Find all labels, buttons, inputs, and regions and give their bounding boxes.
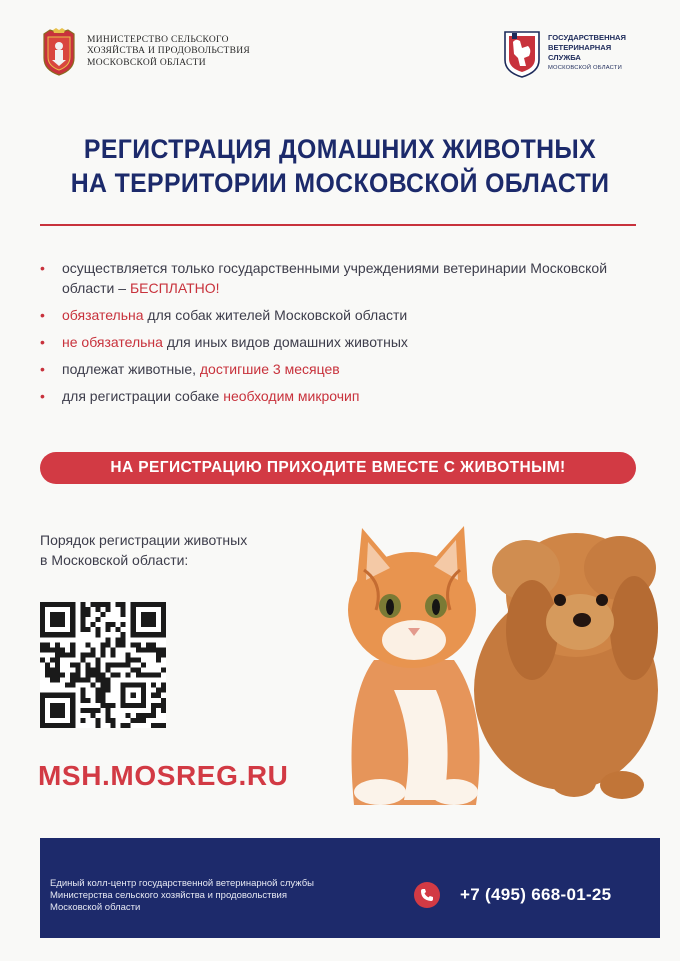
title-divider bbox=[40, 224, 636, 226]
registration-rules-list bbox=[40, 258, 650, 413]
vet-service-name-line: ВЕТЕРИНАРНАЯ bbox=[548, 43, 612, 52]
page-title-line-1: РЕГИСТРАЦИЯ ДОМАШНИХ ЖИВОТНЫХ bbox=[83, 134, 597, 164]
ministry-logo bbox=[40, 28, 267, 76]
kitten-and-puppy-illustration bbox=[304, 500, 664, 805]
list-item-text: для регистрации собаке bbox=[62, 388, 224, 404]
ministry-name-line: МОСКОВСКОЙ ОБЛАСТИ bbox=[87, 57, 206, 68]
vet-service-name-line: ГОСУДАРСТВЕННАЯ bbox=[548, 33, 626, 42]
call-center-line: Единый колл-центр государственной ветеринарной службы bbox=[50, 878, 315, 889]
site-url-link[interactable]: MSH.MOSREG.RU bbox=[38, 760, 289, 791]
page-title bbox=[27, 132, 653, 200]
list-item bbox=[40, 386, 650, 406]
list-item bbox=[40, 332, 650, 352]
puppy-icon bbox=[474, 533, 658, 799]
list-item-highlight: не обязательна bbox=[62, 334, 163, 350]
registration-order-line: Порядок регистрации животных bbox=[40, 532, 248, 548]
call-center-line: Московской области bbox=[50, 902, 141, 913]
ministry-name bbox=[87, 35, 267, 70]
list-item-highlight: достигшие 3 месяцев bbox=[199, 361, 340, 377]
vet-service-emblem-icon bbox=[502, 28, 542, 78]
page-title-line-2: НА ТЕРРИТОРИИ МОСКОВСКОЙ ОБЛАСТИ bbox=[70, 168, 610, 198]
call-center-description bbox=[50, 878, 390, 914]
ministry-name-line: МИНИСТЕРСТВО СЕЛЬСКОГО bbox=[87, 34, 229, 45]
list-item-text: для собак жителей Московской области bbox=[143, 307, 408, 323]
registration-order-line: в Московской области: bbox=[40, 552, 189, 568]
qr-code-icon[interactable] bbox=[40, 602, 166, 728]
call-center-line: Министерства сельского хозяйства и продовольствия bbox=[50, 890, 287, 901]
list-item-text: осуществляется только государственными учреждениями ветеринарии Московской области – bbox=[62, 260, 608, 296]
list-item bbox=[40, 258, 650, 298]
kitten-icon bbox=[348, 526, 480, 805]
vet-service-region: МОСКОВСКОЙ ОБЛАСТИ bbox=[548, 65, 622, 71]
list-item bbox=[40, 359, 650, 379]
vet-service-logo bbox=[502, 28, 632, 78]
ministry-name-line: ХОЗЯЙСТВА И ПРОДОВОЛЬСТВИЯ bbox=[87, 46, 251, 57]
list-item-highlight: обязательна bbox=[62, 307, 144, 323]
vet-service-name-line: СЛУЖБА bbox=[548, 53, 581, 62]
registration-order-heading bbox=[40, 530, 340, 570]
list-item-text: подлежат животные, bbox=[62, 361, 200, 377]
list-item bbox=[40, 305, 650, 325]
list-item-highlight: необходим микрочип bbox=[223, 388, 360, 404]
moscow-region-crest-icon bbox=[40, 28, 78, 76]
vet-service-name bbox=[548, 33, 632, 73]
footer-contact-bar bbox=[40, 838, 660, 938]
list-item-text: для иных видов домашних животных bbox=[162, 334, 408, 350]
bring-animal-banner: НА РЕГИСТРАЦИЮ ПРИХОДИТЕ ВМЕСТЕ С ЖИВОТНЫМ! bbox=[40, 452, 636, 484]
phone-number-link[interactable]: +7 (495) 668-01-25 bbox=[460, 885, 612, 904]
list-item-highlight: БЕСПЛАТНО! bbox=[129, 280, 220, 296]
phone-icon bbox=[414, 882, 440, 908]
